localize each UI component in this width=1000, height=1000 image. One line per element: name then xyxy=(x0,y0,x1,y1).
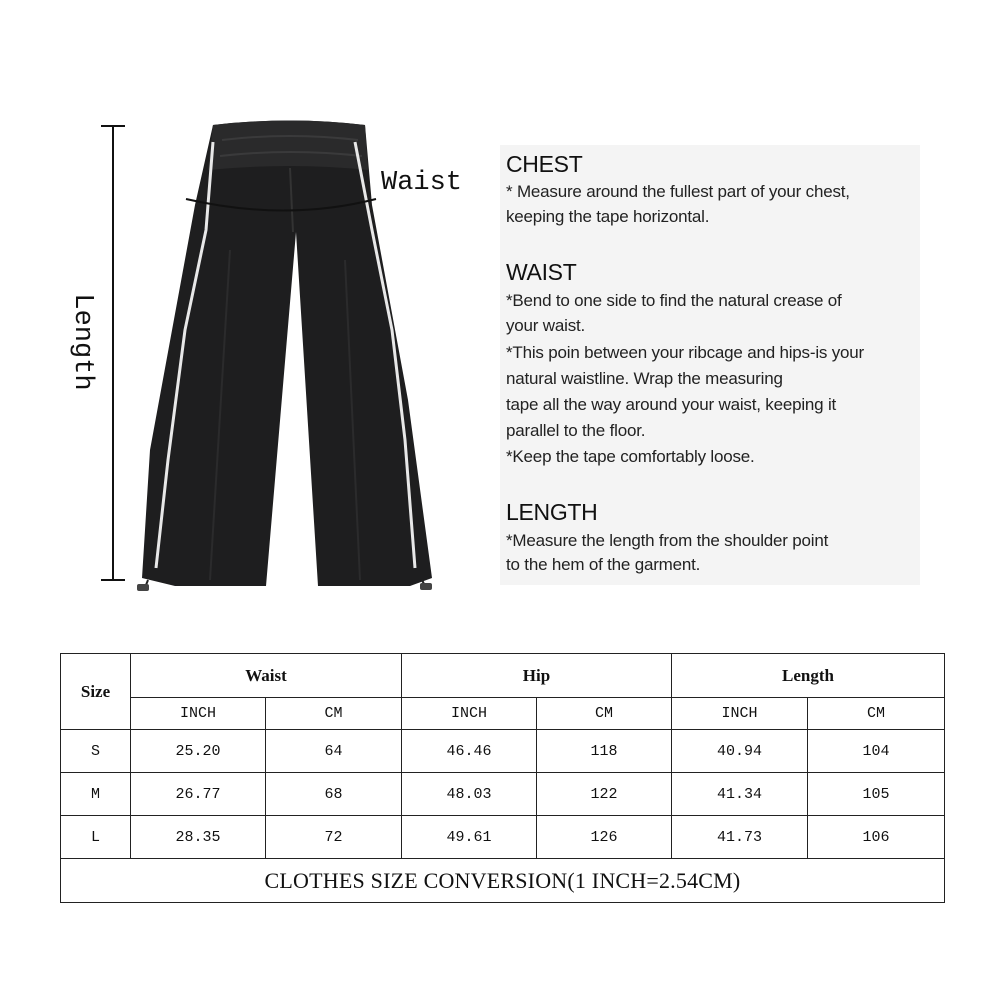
length-heading: LENGTH xyxy=(506,499,598,525)
unit-header: CM xyxy=(808,698,945,730)
table-cell: 40.94 xyxy=(672,730,808,773)
table-cell: 25.20 xyxy=(131,730,266,773)
waist-line: tape all the way around your waist, keeping it xyxy=(506,395,837,414)
table-cell: 126 xyxy=(537,816,672,859)
waist-heading: WAIST xyxy=(506,259,577,285)
waist-line: natural waistline. Wrap the measuring xyxy=(506,369,783,388)
table-cell: 41.34 xyxy=(672,773,808,816)
unit-header: CM xyxy=(537,698,672,730)
table-cell: 105 xyxy=(808,773,945,816)
size-cell: S xyxy=(61,730,131,773)
unit-header: CM xyxy=(266,698,402,730)
size-cell: M xyxy=(61,773,131,816)
length-line: to the hem of the garment. xyxy=(506,555,701,574)
size-conversion-note: CLOTHES SIZE CONVERSION(1 INCH=2.54CM) xyxy=(61,859,945,903)
table-cell: 106 xyxy=(808,816,945,859)
size-cell: L xyxy=(61,816,131,859)
table-cell: 26.77 xyxy=(131,773,266,816)
waist-line: *Keep the tape comfortably loose. xyxy=(506,447,755,466)
length-group-header: Length xyxy=(672,654,945,698)
table-row xyxy=(61,816,945,859)
table-cell: 48.03 xyxy=(402,773,537,816)
measurement-guide xyxy=(500,145,920,585)
table-cell: 104 xyxy=(808,730,945,773)
table-cell: 72 xyxy=(266,816,402,859)
waist-line: *This poin between your ribcage and hips-is your xyxy=(506,343,864,362)
chest-line: keeping the tape horizontal. xyxy=(506,207,710,226)
waist-line: your waist. xyxy=(506,316,586,335)
footer-row xyxy=(61,859,945,903)
table-cell: 46.46 xyxy=(402,730,537,773)
waist-group-header: Waist xyxy=(131,654,402,698)
length-label: Length xyxy=(67,293,97,391)
unit-header: INCH xyxy=(672,698,808,730)
unit-header: INCH xyxy=(402,698,537,730)
waist-line: *Bend to one side to find the natural crease of xyxy=(506,291,842,310)
table-row xyxy=(61,773,945,816)
length-measure-bar xyxy=(101,126,125,580)
table-cell: 64 xyxy=(266,730,402,773)
size-table xyxy=(60,653,945,903)
unit-header-row xyxy=(61,698,945,730)
table-cell: 49.61 xyxy=(402,816,537,859)
hip-group-header: Hip xyxy=(402,654,672,698)
chest-line: * Measure around the fullest part of your chest, xyxy=(506,182,850,201)
size-column-header: Size xyxy=(61,654,131,730)
group-header-row xyxy=(61,654,945,698)
chest-heading: CHEST xyxy=(506,151,583,177)
table-cell: 68 xyxy=(266,773,402,816)
waist-label: Waist xyxy=(381,168,463,198)
unit-header: INCH xyxy=(131,698,266,730)
table-cell: 28.35 xyxy=(131,816,266,859)
table-row xyxy=(61,730,945,773)
table-cell: 122 xyxy=(537,773,672,816)
table-cell: 41.73 xyxy=(672,816,808,859)
waist-line: parallel to the floor. xyxy=(506,421,646,440)
table-cell: 118 xyxy=(537,730,672,773)
length-line: *Measure the length from the shoulder point xyxy=(506,531,829,550)
